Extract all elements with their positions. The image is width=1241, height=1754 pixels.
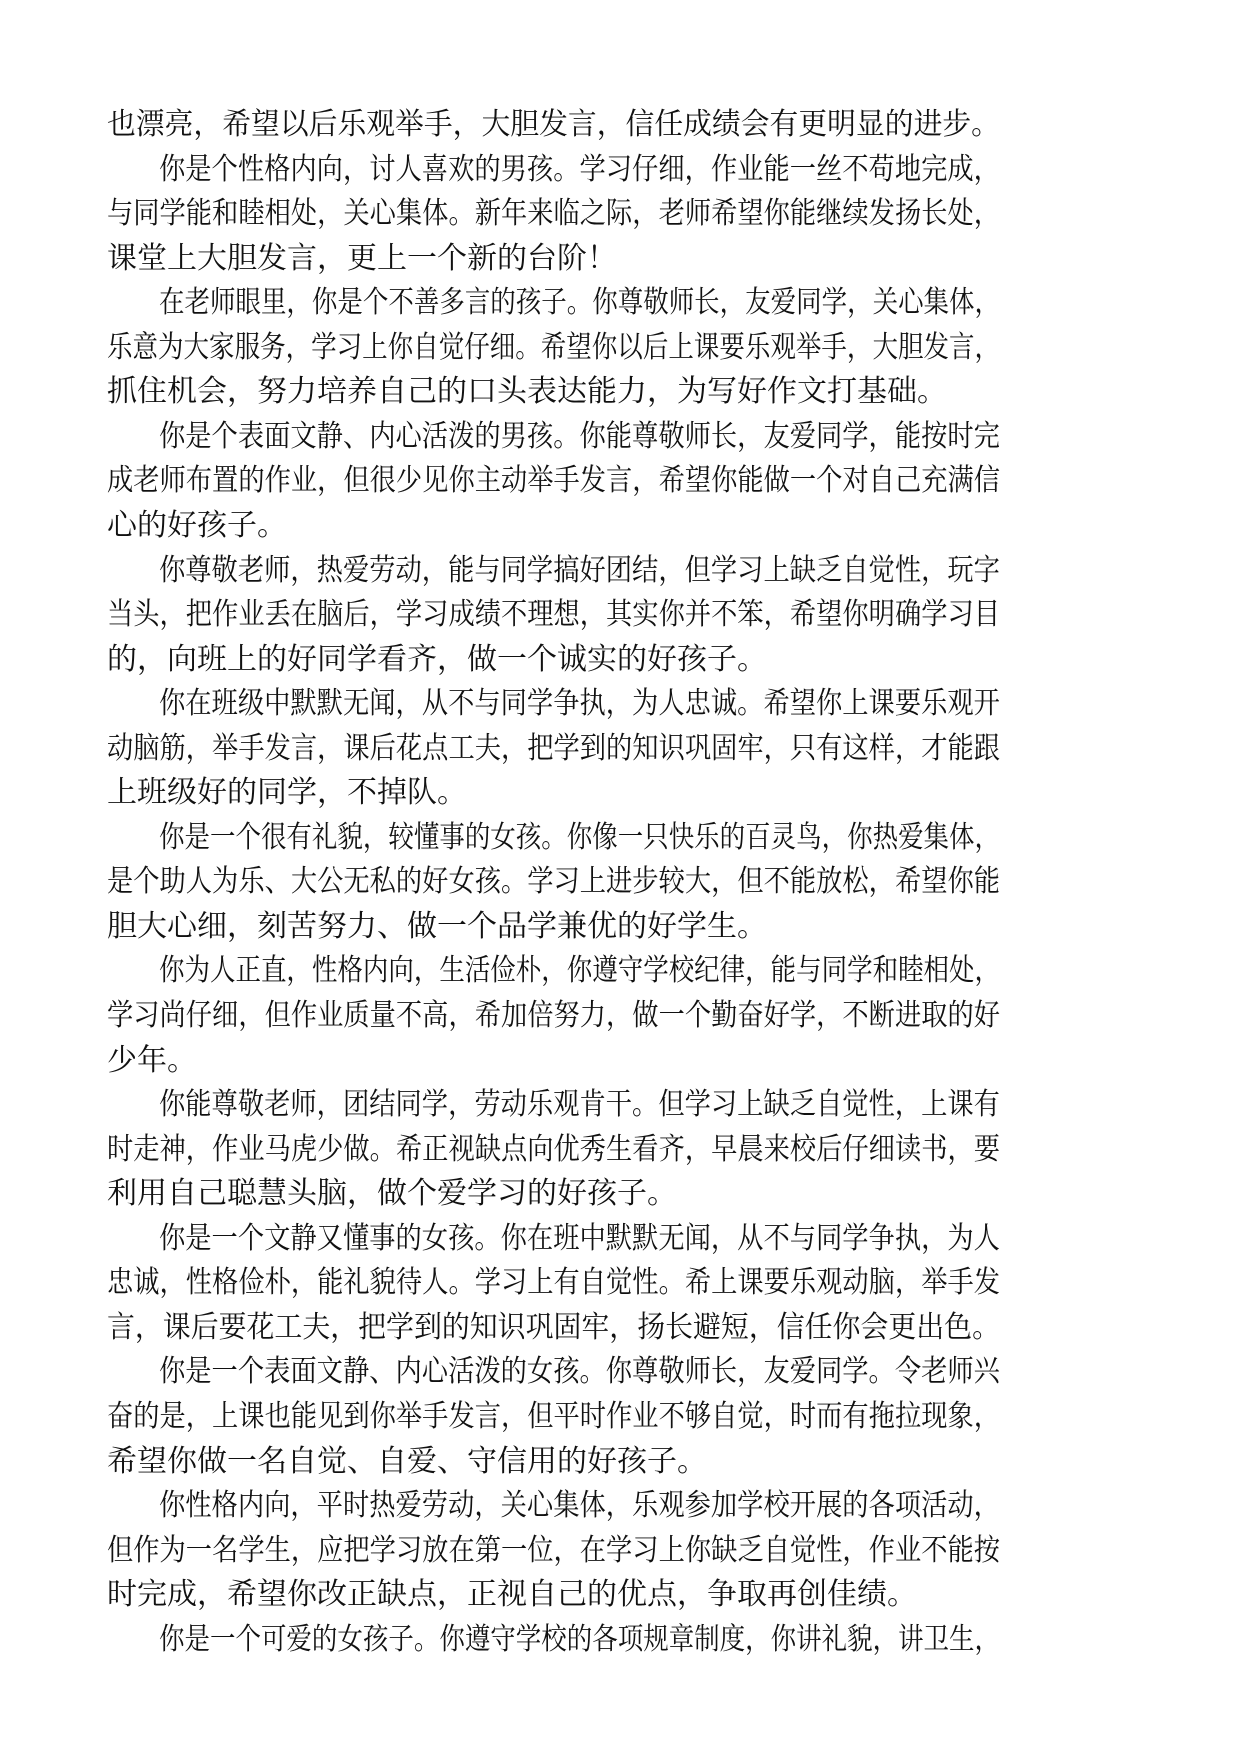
text-line: 抓住机会，努力培养自己的口头表达能力，为写好作文打基础。 [107,374,947,410]
text-line: 乐意为大家服务，学习上你自觉仔细。希望你以后上课要乐观举手，大胆发言， [107,329,1001,365]
text-line: 也漂亮，希望以后乐观举手，大胆发言，信任成绩会有更明显的进步。 [107,107,1000,142]
text-line: 学习尚仔细，但作业质量不高，希加倍努力，做一个勤奋好学，不断进取的好 [107,998,1001,1033]
text-line: 动脑筋，举手发言，课后花点工夫，把学到的知识巩固牢，只有这样，才能跟 [107,730,1001,766]
text-line: 你是个性格内向，讨人喜欢的男孩。学习仔细，作业能一丝不苟地完成， [159,151,1000,187]
text-line: 你在班级中默默无闻，从不与同学争执，为人忠诚。希望你上课要乐观开 [159,686,1000,722]
text-line: 胆大心细，刻苦努力、做一个品学兼优的好学生。 [107,908,767,944]
text-line: 是个助人为乐、大公无私的好女孩。学习上进步较大，但不能放松，希望你能 [107,864,1001,900]
text-line: 希望你做一名自觉、自爱、守信用的好孩子。 [107,1443,707,1479]
text-line: 你是个表面文静、内心活泼的男孩。你能尊敬师长，友爱同学，能按时完 [159,418,1000,454]
text-line: 与同学能和睦相处，关心集体。新年来临之际，老师希望你能继续发扬长处， [107,196,1001,232]
text-line: 时完成，希望你改正缺点，正视自己的优点，争取再创佳绩。 [107,1577,917,1613]
text-line: 你是一个可爱的女孩子。你遵守学校的各项规章制度，你讲礼貌，讲卫生， [159,1621,1001,1657]
text-line: 时走神，作业马虎少做。希正视缺点向优秀生看齐，早晨来校后仔细读书，要 [107,1131,1001,1167]
text-line: 你为人正直，性格内向，生活俭朴，你遵守学校纪律，能与同学和睦相处， [159,953,1001,989]
text-line: 少年。 [107,1042,197,1078]
text-line: 你尊敬老师，热爱劳动，能与同学搞好团结，但学习上缺乏自觉性，玩字 [159,552,1000,588]
text-line: 课堂上大胆发言，更上一个新的台阶！ [107,240,617,276]
text-line: 在老师眼里，你是个不善多言的孩子。你尊敬师长，友爱同学，关心集体， [159,285,1001,321]
text-line: 利用自己聪慧头脑，做个爱学习的好孩子。 [107,1176,677,1212]
text-line: 但作为一名学生，应把学习放在第一位，在学习上你缺乏自觉性，作业不能按 [107,1532,1001,1568]
text-line: 你是一个文静又懂事的女孩。你在班中默默无闻，从不与同学争执，为人 [159,1220,1000,1256]
text-line: 心的好孩子。 [107,507,287,543]
text-line: 奋的是，上课也能见到你举手发言，但平时作业不够自觉，时而有拖拉现象， [107,1398,1001,1434]
text-line: 上班级好的同学，不掉队。 [107,775,467,811]
text-line: 你是一个表面文静、内心活泼的女孩。你尊敬师长，友爱同学。令老师兴 [159,1354,1000,1390]
text-line: 忠诚，性格俭朴，能礼貌待人。学习上有自觉性。希上课要乐观动脑，举手发 [107,1265,1001,1301]
text-line: 你性格内向，平时热爱劳动，关心集体，乐观参加学校开展的各项活动， [159,1488,1000,1524]
text-line: 言，课后要花工夫，把学到的知识巩固牢，扬长避短，信任你会更出色。 [107,1309,1000,1345]
text-line: 成老师布置的作业，但很少见你主动举手发言，希望你能做一个对自己充满信 [107,463,1001,499]
text-line: 当头，把作业丢在脑后，学习成绩不理想，其实你并不笨，希望你明确学习目 [107,597,1001,633]
text-line: 你是一个很有礼貌，较懂事的女孩。你像一只快乐的百灵鸟，你热爱集体， [159,819,1001,855]
text-line: 你能尊敬老师，团结同学，劳动乐观肯干。但学习上缺乏自觉性，上课有 [159,1087,1000,1123]
text-line: 的，向班上的好同学看齐，做一个诚实的好孩子。 [107,641,767,677]
